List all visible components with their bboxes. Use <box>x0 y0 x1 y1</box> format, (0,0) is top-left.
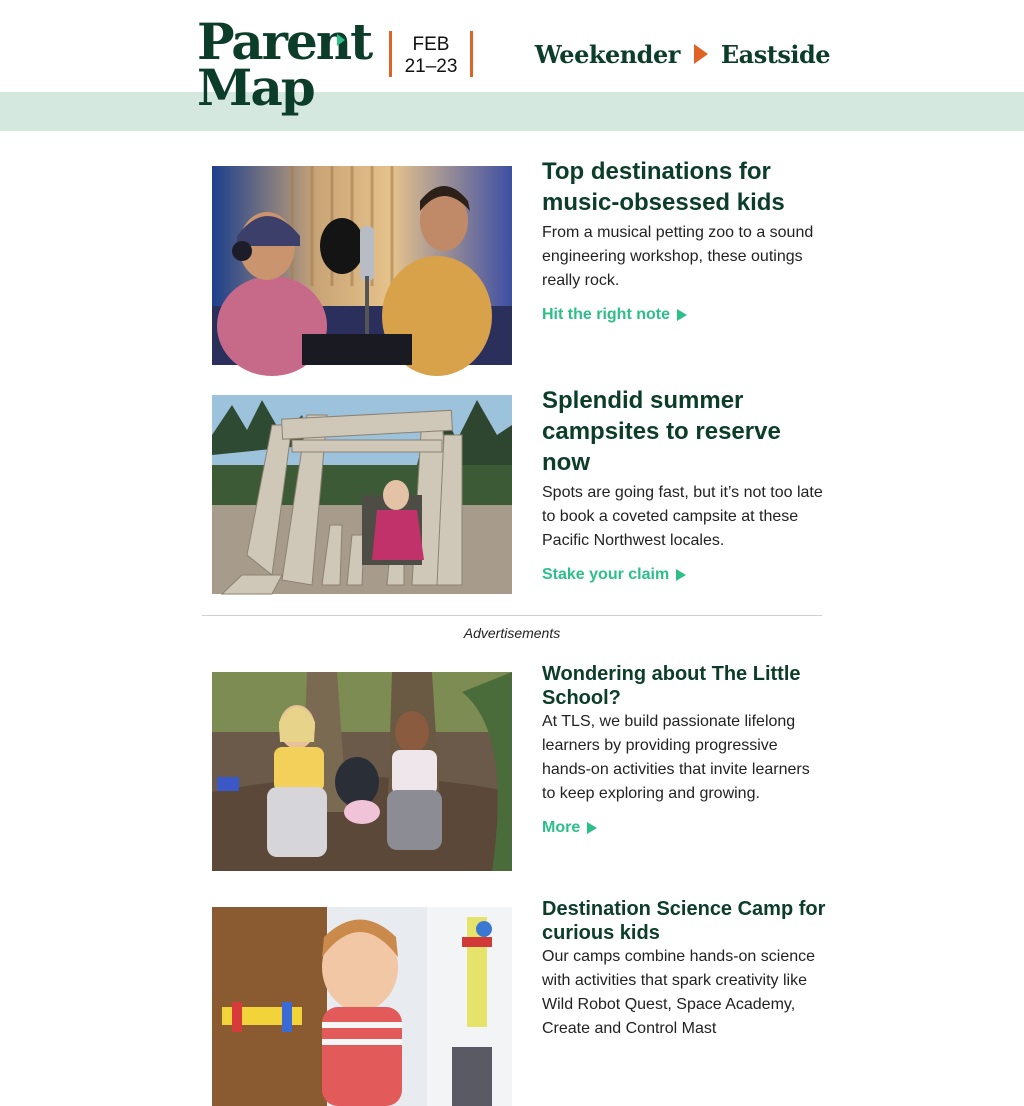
ad-title[interactable]: Wondering about The Little School? <box>542 663 801 709</box>
edition-region: Eastside <box>720 39 830 69</box>
edition-title <box>535 38 830 70</box>
section-divider <box>202 615 822 616</box>
article-text <box>542 385 827 585</box>
ad-description: Our camps combine hands-on science with activities that spark creativity like Wild Robot Quest, Space Academy, Create and Control Mast <box>542 948 816 1037</box>
ad-card <box>212 898 826 1037</box>
article-card <box>212 387 824 595</box>
ad-text <box>542 897 827 1041</box>
logo-word-parent: Parent <box>197 12 372 71</box>
article-description: Spots are going fast, but it’s not too late to book a coveted campsite at these Pacific Northwest locales. <box>542 484 823 549</box>
ad-title[interactable]: Destination Science Camp for curious kids <box>542 898 826 944</box>
issue-month: FEB <box>412 34 450 55</box>
play-arrow-icon <box>587 822 597 834</box>
article-image[interactable] <box>212 166 512 365</box>
play-arrow-icon <box>676 569 686 581</box>
ad-card <box>212 663 824 872</box>
article-title[interactable]: Splendid summer campsites to reserve now <box>542 387 781 476</box>
logo-word-map: Map <box>197 58 314 117</box>
play-arrow-icon <box>694 44 708 64</box>
article-card <box>212 158 824 366</box>
read-more-link[interactable] <box>542 565 686 585</box>
parentmap-logo[interactable] <box>197 12 372 120</box>
ad-image[interactable] <box>212 907 512 1024</box>
teen-recording-studio-photo <box>212 166 512 365</box>
read-more-label: Stake your claim <box>542 566 670 583</box>
boy-with-building-toys-photo <box>212 907 512 1106</box>
play-arrow-icon <box>677 309 687 321</box>
driftwood-fort-beach-photo <box>212 395 512 594</box>
article-title[interactable]: Top destinations for music-obsessed kids <box>542 158 785 216</box>
read-more-label: Hit the right note <box>542 306 670 323</box>
ad-more-label: More <box>542 819 581 836</box>
advertisements-label: Advertisements <box>463 625 561 641</box>
header-band <box>0 92 1024 131</box>
article-image[interactable] <box>212 395 512 594</box>
article-description: From a musical petting zoo to a sound engineering workshop, these outings really rock. <box>542 224 814 289</box>
issue-days: 21–23 <box>404 56 458 77</box>
issue-date <box>389 31 473 77</box>
ad-image[interactable] <box>212 672 512 871</box>
newsletter-header <box>0 0 1024 131</box>
edition-name: Weekender <box>534 39 680 69</box>
logo-play-icon <box>337 34 345 46</box>
girls-reading-in-forest-photo <box>212 672 512 871</box>
article-text <box>542 156 827 325</box>
read-more-link[interactable] <box>542 305 687 325</box>
ad-more-link[interactable] <box>542 818 597 838</box>
ad-text <box>542 662 827 838</box>
ad-description: At TLS, we build passionate lifelong learners by providing progressive hands-on activities that invite learners to keep exploring and growing. <box>542 713 810 802</box>
